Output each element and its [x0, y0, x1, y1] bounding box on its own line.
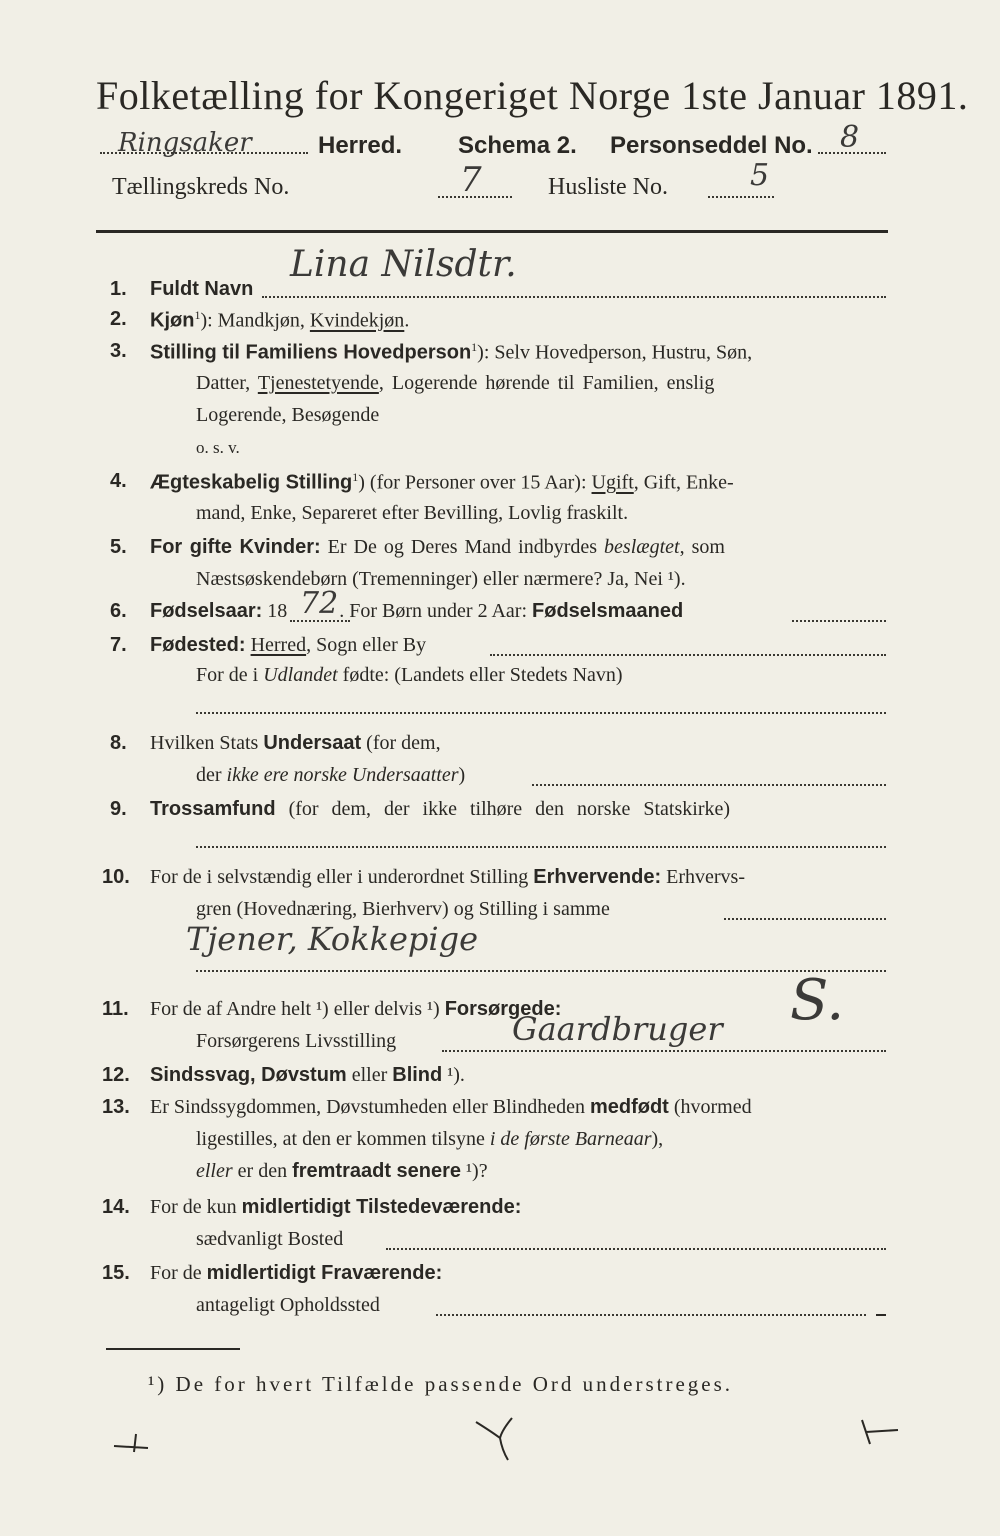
q12-blind: Blind	[392, 1064, 443, 1086]
q3-line1	[150, 340, 752, 365]
schema-label: Schema 2.	[458, 132, 577, 159]
q7-line2	[196, 664, 623, 687]
q13-line1-a: Er Sindssygdommen, Døvstumheden eller Blindheden	[150, 1096, 590, 1118]
q13-line1	[150, 1096, 752, 1119]
q1-number: 1.	[110, 278, 127, 300]
q5-number: 5.	[110, 536, 127, 558]
q2-sup: 1	[194, 308, 201, 322]
q6-year-handwritten: 72	[300, 586, 339, 621]
q15-dash	[876, 1314, 886, 1316]
form-title: Folketælling for Kongeriget Norge 1ste Januar 1891.	[96, 73, 969, 118]
q7-line1	[150, 634, 426, 657]
q14-tilstedevaerende: midlertidigt Tilstedeværende:	[241, 1196, 522, 1218]
corner-mark-right	[858, 1416, 902, 1446]
q10-line2: gren (Hovednæring, Bierhverv) og Stilling i samme	[196, 898, 610, 920]
q15-fravaerende: midlertidigt Fraværende:	[206, 1262, 443, 1284]
q15-line2: antageligt Opholdssted	[196, 1294, 380, 1316]
q7-line2-a: For de i	[196, 664, 264, 686]
q2-text-c: .	[404, 309, 410, 332]
q8-line2-c: )	[458, 764, 466, 786]
q12-label: Sindssvag, Døvstum	[150, 1064, 347, 1086]
q13-line3	[196, 1160, 488, 1183]
q9-text: (for dem, der ikke tilhøre den norske Statskirke)	[275, 798, 731, 820]
q10-dotline	[724, 918, 886, 920]
q8-line2-a: der	[196, 764, 227, 786]
q5-label: For gifte Kvinder:	[150, 536, 321, 558]
q8-ikke-norske: ikke ere norske Undersaatter	[226, 764, 459, 786]
q15-line1	[150, 1262, 442, 1285]
q13-barneaar: i de første Barneaar	[489, 1128, 652, 1150]
q4-ugift: Ugift	[591, 471, 634, 494]
q2-label: Kjøn	[150, 309, 195, 332]
q2-text-a: ): Mandkjøn,	[200, 309, 310, 332]
q11-forsorgede: Forsørgede:	[444, 998, 562, 1020]
q8-dotline	[532, 784, 886, 786]
q10-line1	[150, 866, 745, 889]
q7-text-c: , Sogn eller By	[306, 634, 427, 656]
q4-sup: 1	[352, 470, 359, 484]
q6-number: 6.	[110, 600, 127, 622]
footnote-rule	[106, 1348, 240, 1350]
q11-mark-handwritten: S.	[790, 968, 845, 1033]
q1-dotline	[262, 296, 886, 298]
q13-line2-a: ligestilles, at den er kommen tilsyne	[196, 1128, 490, 1150]
q7-herred: Herred	[250, 634, 307, 656]
q5-line1-a: Er De og Deres Mand indbyrdes	[320, 536, 605, 558]
q2-number: 2.	[110, 308, 127, 330]
q8-line1-c: (for dem,	[361, 732, 441, 754]
q4-line1-a: ) (for Personer over 15 Aar):	[358, 471, 592, 494]
q8-number: 8.	[110, 732, 127, 754]
q14-line1-a: For de kun	[150, 1196, 242, 1218]
q6-label2: Fødselsmaaned	[532, 600, 684, 622]
q3-label: Stilling til Familiens Hovedperson	[150, 341, 472, 364]
q7-label: Fødested:	[150, 634, 246, 656]
q5-line1	[150, 536, 725, 559]
q13-line3-b: er den	[232, 1160, 293, 1182]
q5-line2: Næstsøskendebørn (Tremenninger) eller nærmere? Ja, Nei ¹).	[196, 568, 686, 590]
q3-line1-text: ): Selv Hovedperson, Hustru, Søn,	[477, 341, 753, 364]
q5-beslaegtet: beslægtet	[604, 536, 680, 558]
q8-line1	[150, 732, 441, 755]
q6-prefix: 18	[262, 600, 288, 622]
q9-line	[150, 798, 730, 821]
header-rule	[96, 230, 888, 233]
q2-text	[150, 308, 409, 333]
q10-line1-c: Erhvervs-	[661, 866, 745, 888]
husliste-dotline	[708, 196, 774, 198]
q3-number: 3.	[110, 340, 127, 362]
q6-line	[150, 600, 683, 623]
q9-number: 9.	[110, 798, 127, 820]
q11-dotline	[442, 1050, 886, 1052]
q10-occupation-handwritten: Tjener, Kokkepige	[186, 920, 479, 958]
personseddel-handwritten: 8	[840, 120, 860, 155]
q14-dotline	[386, 1248, 886, 1250]
q4-number: 4.	[110, 470, 127, 492]
q2-kvindekjon: Kvindekjøn	[309, 309, 405, 332]
q13-line2-c: ),	[651, 1128, 664, 1150]
q8-line1-a: Hvilken Stats	[150, 732, 264, 754]
q3-line4: o. s. v.	[196, 438, 240, 457]
q7-dotline	[490, 654, 886, 656]
husliste-label: Husliste No.	[548, 174, 668, 200]
q7-udlandet: Udlandet	[263, 664, 338, 686]
q12-text-b: ¹).	[442, 1064, 465, 1086]
q13-medfodt: medfødt	[589, 1096, 669, 1118]
q8-line2	[196, 764, 465, 787]
q6-year-dotline	[290, 620, 350, 622]
q15-line1-a: For de	[150, 1262, 207, 1284]
q11-provider-handwritten: Gaardbruger	[512, 1010, 723, 1048]
q11-number: 11.	[102, 998, 129, 1020]
kreds-handwritten: 7	[460, 160, 482, 200]
q3-tjenestetyende: Tjenestetyende	[257, 372, 379, 394]
q15-dotline	[436, 1314, 866, 1316]
q12-line	[150, 1064, 465, 1087]
q4-line1	[150, 470, 734, 495]
corner-mark-left	[112, 1428, 152, 1458]
herred-label: Herred.	[318, 132, 403, 159]
q11-line2: Forsørgerens Livsstilling	[196, 1030, 397, 1052]
husliste-handwritten: 5	[750, 158, 770, 193]
q13-line3-d: ¹)?	[461, 1160, 488, 1182]
q3-line2	[196, 372, 714, 395]
kreds-label: Tællingskreds No.	[112, 174, 290, 200]
q7-line2-c: fødte: (Landets eller Stedets Navn)	[337, 664, 623, 686]
q3-line3: Logerende, Besøgende	[196, 404, 380, 426]
q4-line1-c: , Gift, Enke-	[633, 471, 734, 494]
herred-dotline	[100, 152, 308, 154]
q12-text-a: eller	[346, 1064, 393, 1086]
q6-rest: . For Børn under 2 Aar:	[339, 600, 528, 622]
q6-dotline	[792, 620, 886, 622]
q3-line2-c: , Logerende hørende til Familien, enslig	[378, 372, 715, 394]
q11-line1	[150, 998, 561, 1021]
q13-fremtraadt: fremtraadt senere	[292, 1160, 462, 1182]
q7-dotline2	[196, 712, 886, 714]
personseddel-label: Personseddel No.	[610, 132, 813, 159]
q15-number: 15.	[102, 1262, 130, 1284]
q5-line1-c: , som	[679, 536, 725, 558]
q13-line1-c: (hvormed	[668, 1096, 752, 1118]
q3-line2-a: Datter,	[196, 372, 258, 394]
q4-label: Ægteskabelig Stilling	[150, 471, 353, 494]
q14-line1	[150, 1196, 521, 1219]
q3-sup: 1	[471, 340, 478, 354]
footnote: ¹) De for hvert Tilfælde passende Ord understreges.	[148, 1372, 734, 1396]
q10-dotline2	[196, 970, 886, 972]
q1-label: Fuldt Navn	[150, 278, 254, 300]
q14-number: 14.	[102, 1196, 130, 1218]
corner-mark-middle	[472, 1414, 522, 1464]
q1-name-handwritten: Lina Nilsdtr.	[290, 244, 517, 285]
kreds-dotline	[438, 196, 512, 198]
q10-line1-a: For de i selvstændig eller i underordnet Stilling	[150, 866, 534, 888]
q9-dotline	[196, 846, 886, 848]
q14-line2: sædvanligt Bosted	[196, 1228, 344, 1250]
q13-eller: eller	[196, 1160, 233, 1182]
q9-label: Trossamfund	[150, 798, 276, 820]
personseddel-dotline	[818, 152, 886, 154]
q11-line1-a: For de af Andre helt ¹) eller delvis ¹)	[150, 998, 445, 1020]
q10-erhvervende: Erhvervende:	[533, 866, 662, 888]
q8-undersaat: Undersaat	[263, 732, 362, 754]
q4-line2: mand, Enke, Separeret efter Bevilling, Lovlig fraskilt.	[196, 502, 629, 524]
q7-number: 7.	[110, 634, 127, 656]
q13-line2	[196, 1128, 663, 1151]
q10-number: 10.	[102, 866, 130, 888]
q6-label: Fødselsaar:	[150, 600, 263, 622]
q12-number: 12.	[102, 1064, 130, 1086]
q13-number: 13.	[102, 1096, 130, 1118]
herred-handwritten: Ringsaker	[118, 128, 252, 158]
